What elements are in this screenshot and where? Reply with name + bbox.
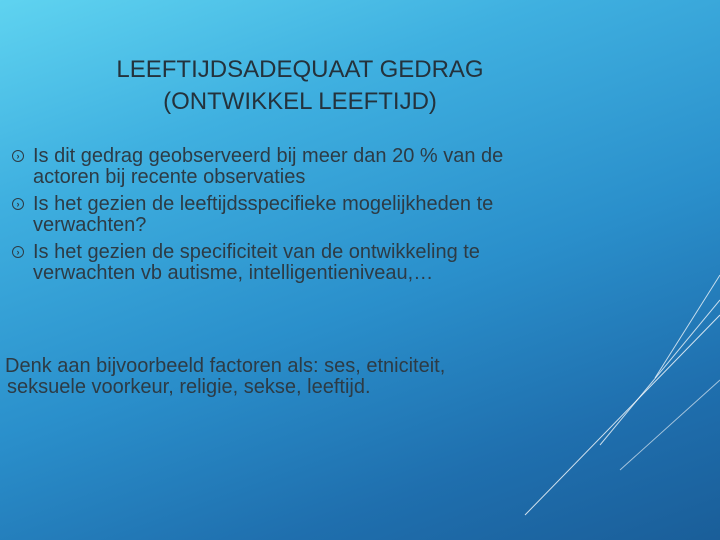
deco-line bbox=[620, 380, 720, 470]
deco-line bbox=[525, 315, 720, 515]
note-paragraph: Denk aan bijvoorbeeld factoren als: ses, etniciteit, seksuele voorkeur, religie, sekse, leeftijd. bbox=[5, 355, 446, 398]
slide-title-line2: (ONTWIKKEL LEEFTIJD) bbox=[163, 88, 437, 115]
slide-title-line1: LEEFTIJDSADEQUAAT GEDRAG bbox=[116, 56, 484, 83]
circled-arrow-icon bbox=[12, 150, 24, 162]
bullet-text: Is het gezien de leeftijdsspecifieke mogelijkheden te verwachten? bbox=[33, 193, 494, 236]
slide-title bbox=[40, 54, 560, 118]
circled-arrow-icon bbox=[12, 246, 24, 258]
deco-line bbox=[655, 275, 720, 378]
deco-line bbox=[600, 300, 720, 445]
bullet-list bbox=[12, 146, 512, 290]
bullet-item bbox=[12, 242, 512, 284]
bullet-item bbox=[12, 194, 512, 236]
bullet-item bbox=[12, 146, 512, 188]
bullet-text: Is het gezien de specificiteit van de ontwikkeling te verwachten vb autisme, intelligentieniveau,… bbox=[33, 241, 480, 284]
circled-arrow-icon bbox=[12, 198, 24, 210]
bullet-text: Is dit gedrag geobserveerd bij meer dan 20 % van de actoren bij recente observaties bbox=[33, 145, 504, 188]
